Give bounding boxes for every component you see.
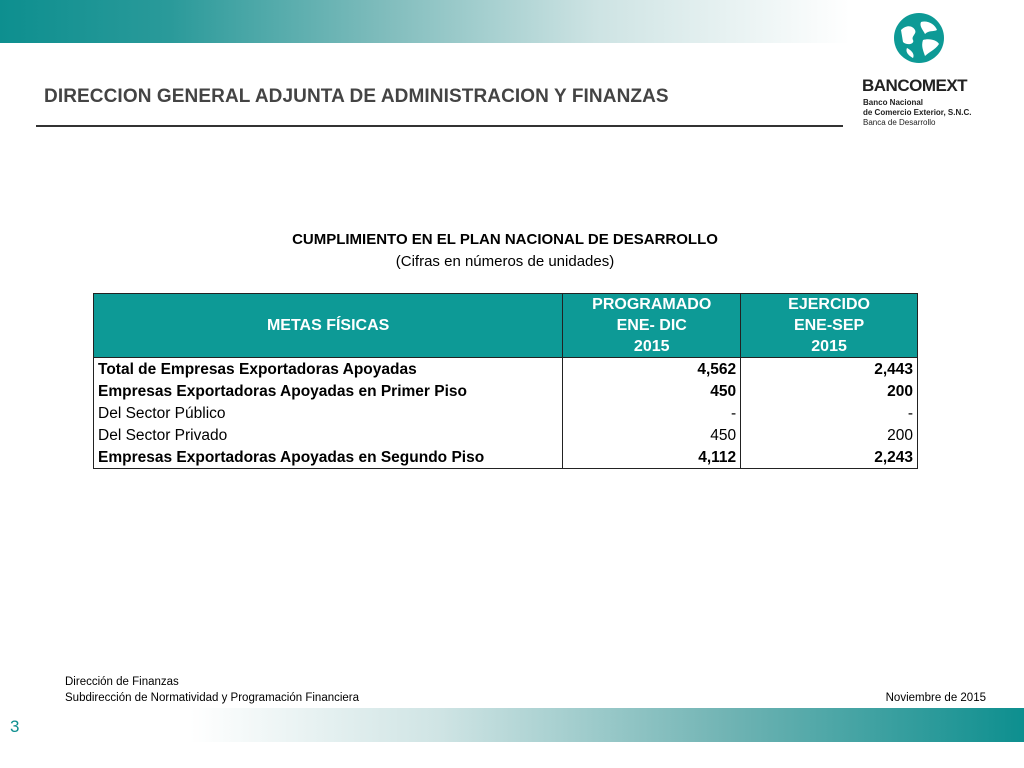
page-number: 3 (10, 717, 20, 736)
table-row (94, 446, 918, 469)
header-programado-line2: ENE- DIC (616, 317, 687, 334)
row-ejercido: 2,443 (741, 358, 918, 381)
title-divider (36, 125, 843, 127)
row-label: Empresas Exportadoras Apoyadas en Segundo Piso (94, 446, 563, 469)
logo-wordmark: BANCOMEXT (862, 76, 968, 95)
header-metas-fisicas: METAS FÍSICAS (94, 294, 563, 358)
logo-line-1: Banco Nacional (863, 98, 924, 107)
row-ejercido: - (741, 402, 918, 424)
row-programado: 450 (563, 424, 741, 446)
table-title: CUMPLIMIENTO EN EL PLAN NACIONAL DE DESARROLLO (292, 231, 718, 248)
header-ejercido-line3: 2015 (811, 338, 847, 355)
table-header-row (94, 294, 918, 358)
header-programado-line1: PROGRAMADO (592, 296, 712, 313)
footer-line-2: Subdirección de Normatividad y Programación Financiera (65, 692, 360, 704)
table-row (94, 424, 918, 446)
bottom-decorative-band (190, 708, 1024, 742)
logo-line-2: de Comercio Exterior, S.N.C. (863, 108, 972, 117)
row-label: Total de Empresas Exportadoras Apoyadas (94, 358, 563, 381)
table-subtitle: (Cifras en números de unidades) (395, 253, 615, 270)
header-ejercido-line1: EJERCIDO (788, 296, 870, 313)
row-label: Empresas Exportadoras Apoyadas en Primer Piso (94, 380, 563, 402)
page-title: DIRECCION GENERAL ADJUNTA DE ADMINISTRACION Y FINANZAS (44, 86, 669, 107)
row-ejercido: 200 (741, 380, 918, 402)
globe-icon (893, 12, 945, 64)
table-row (94, 380, 918, 402)
table-row (94, 402, 918, 424)
bancomext-logo (830, 8, 1010, 127)
header-programado (563, 294, 741, 358)
row-programado: 450 (563, 380, 741, 402)
row-programado: 4,112 (563, 446, 741, 469)
top-decorative-band (0, 0, 850, 43)
row-label: Del Sector Privado (94, 424, 563, 446)
header-ejercido-line2: ENE-SEP (793, 317, 865, 334)
footer-date: Noviembre de 2015 (885, 692, 986, 704)
row-ejercido: 2,243 (741, 446, 918, 469)
table-row (94, 358, 918, 381)
row-ejercido: 200 (741, 424, 918, 446)
header-ejercido (741, 294, 918, 358)
header-programado-line3: 2015 (633, 338, 670, 355)
row-programado: 4,562 (563, 358, 741, 381)
footer-line-1: Dirección de Finanzas (65, 676, 179, 688)
row-label: Del Sector Público (94, 402, 563, 424)
logo-line-3: Banca de Desarrollo (863, 118, 936, 127)
row-programado: - (563, 402, 741, 424)
metas-table (93, 293, 918, 469)
